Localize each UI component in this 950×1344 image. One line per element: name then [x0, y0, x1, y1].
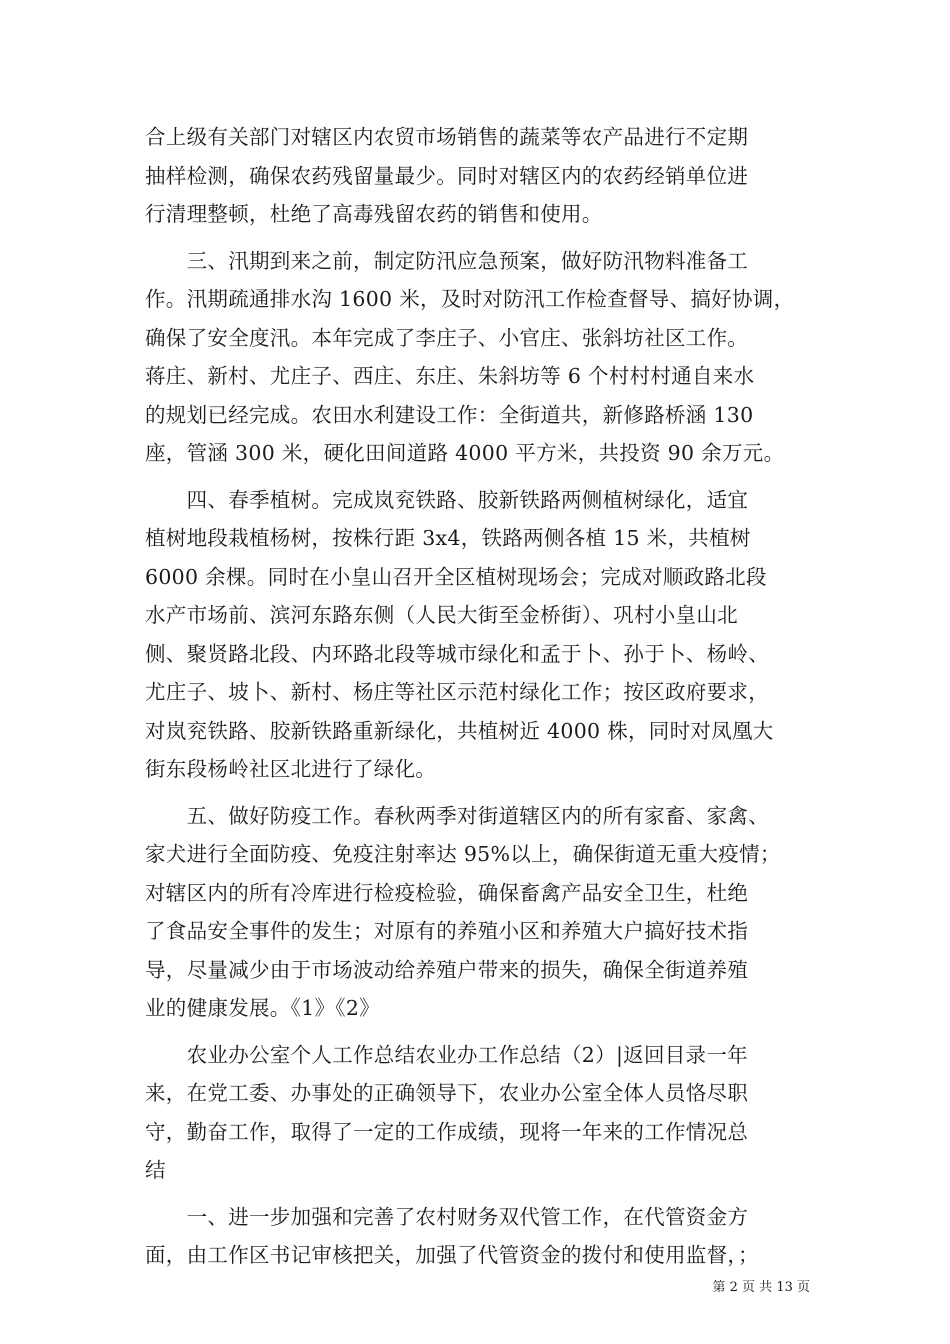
text-line: 来，在党工委、办事处的正确领导下，农业办公室全体人员恪尽职: [145, 1081, 749, 1105]
text-line: 家犬进行全面防疫、免疫注射率达 95%以上，确保街道无重大疫情；: [145, 842, 781, 866]
section-title-line: 农业办公室个人工作总结农业办工作总结（2）|返回目录一年: [145, 1042, 748, 1067]
text-line: 植树地段栽植杨树，按株行距 3x4，铁路两侧各植 15 米，共植树: [145, 526, 751, 550]
paragraph-heading-line: 一、进一步加强和完善了农村财务双代管工作，在代管资金方: [145, 1204, 749, 1229]
text-line: 作。汛期疏通排水沟 1600 米，及时对防汛工作检查督导、搞好协调，: [145, 287, 795, 311]
text-line: 行清理整顿，杜绝了高毒残留农药的销售和使用。: [145, 202, 603, 226]
text-line: 6000 余棵。同时在小皇山召开全区植树现场会；完成对顺政路北段: [145, 564, 767, 589]
text-line: 蒋庄、新村、尤庄子、西庄、东庄、朱斜坊等 6 个村村村通自来水: [145, 364, 755, 388]
text-line: 面，由工作区书记审核把关，加强了代管资金的拨付和使用监督，；: [145, 1243, 759, 1267]
text-line: 抽样检测，确保农药残留量最少。同时对辖区内的农药经销单位进: [145, 163, 749, 188]
text-line: 侧、聚贤路北段、内环路北段等城市绿化和孟于卜、孙于卜、杨岭、: [145, 641, 769, 666]
text-line: 水产市场前、滨河东路东侧（人民大街至金桥街）、巩村小皇山北: [145, 603, 738, 627]
text-line: 座，管涵 300 米，硬化田间道路 4000 平方米，共投资 90 余万元。: [145, 441, 785, 465]
page-number-footer: 第 2 页 共 13 页: [712, 1280, 810, 1295]
text-line: 业的健康发展。《1》《2》: [145, 996, 380, 1020]
text-line: 了食品安全事件的发生；对原有的养殖小区和养殖大户搞好技术指: [145, 919, 749, 943]
paragraph-heading-line: 三、汛期到来之前，制定防汛应急预案，做好防汛物料准备工: [145, 248, 749, 273]
text-line: 导，尽量减少由于市场波动给养殖户带来的损失，确保全街道养殖: [145, 957, 749, 982]
text-line: 的规划已经完成。农田水利建设工作：全街道共，新修路桥涵 130: [145, 402, 754, 427]
text-line: 街东段杨岭社区北进行了绿化。: [145, 757, 437, 781]
text-line: 对岚兖铁路、胶新铁路重新绿化，共植树近 4000 株，同时对凤凰大: [145, 718, 774, 743]
text-line: 结: [145, 1158, 166, 1182]
document-body: [145, 118, 825, 1275]
text-line: 对辖区内的所有冷库进行检疫检验，确保畜禽产品安全卫生，杜绝: [145, 880, 749, 905]
text-line: 尤庄子、坡卜、新村、杨庄等社区示范村绿化工作；按区政府要求，: [145, 680, 769, 704]
text-line: 确保了安全度汛。本年完成了李庄子、小官庄、张斜坊社区工作。: [145, 325, 749, 350]
paragraph-heading-line: 五、做好防疫工作。春秋两季对街道辖区内的所有家畜、家禽、: [145, 803, 769, 828]
text-line: 守，勤奋工作，取得了一定的工作成绩，现将一年来的工作情况总: [145, 1119, 749, 1144]
paragraph-heading-line: 四、春季植树。完成岚兖铁路、胶新铁路两侧植树绿化，适宜: [145, 487, 749, 512]
text-line: 合上级有关部门对辖区内农贸市场销售的蔬菜等农产品进行不定期: [145, 125, 749, 149]
